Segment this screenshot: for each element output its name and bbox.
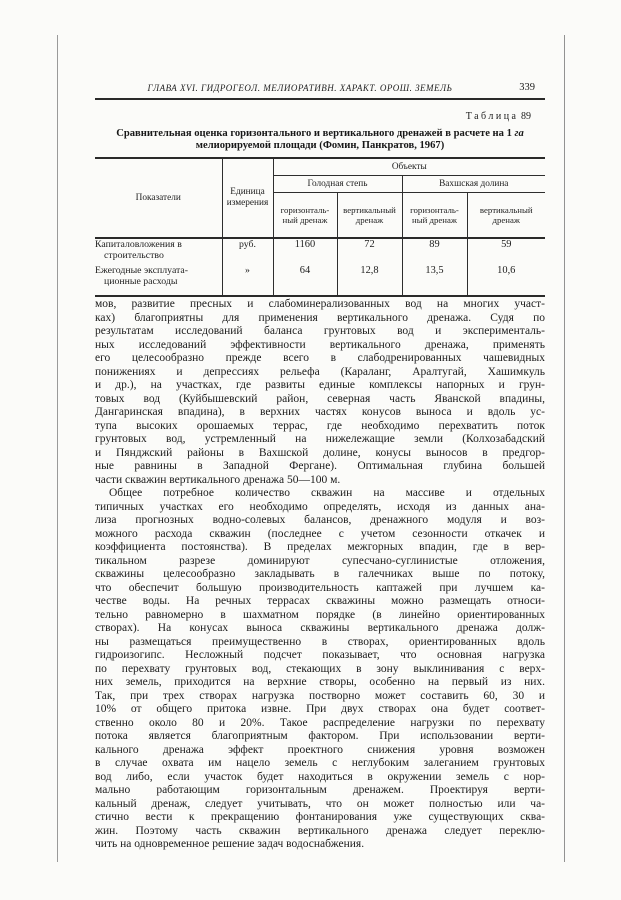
table-title-unit: га (514, 128, 524, 139)
body-line: понижениях и депрессиях рельефа (Караланг, Аралтугай, Хашимкуль (95, 365, 545, 378)
body-line: гидроизогипс. Несложный подсчет показывает, что основная нагрузка (95, 649, 545, 661)
body-line: мов, развитие пресных и слабоминерализованных вод на многих участ- (95, 298, 545, 310)
col-header-horizontal-drain-1: горизонтальный дренаж (273, 193, 337, 239)
table-title-line1: Сравнительная оценка горизонтального и вертикального дренажей в расчете на 1 га (116, 128, 524, 139)
scan-edge-right (564, 35, 565, 862)
body-line: створах). На конусах выноса скважины вертикального дренажа долж- (95, 622, 545, 634)
running-head: ГЛАВА XVI. ГИДРОГЕОЛ. МЕЛИОРАТИВН. ХАРАКТ. ОРОШ. ЗЕМЕЛЬ (147, 83, 453, 93)
value-cell: 59 (467, 238, 545, 265)
value-cell: 64 (273, 265, 337, 296)
body-line: в случае охвата им нацело земель с неглубоким залеганием грунтовых (95, 757, 545, 769)
body-line: лиза прогнозных водно-солевых балансов, дренажного модуля и воз- (95, 514, 545, 526)
body-line: ственно около 80 и 20%. Такое распределение нагрузки по перехвату (95, 716, 545, 729)
body-text (95, 298, 545, 852)
body-line: чить на одновременное решение задач водоснабжения. (95, 838, 365, 850)
body-line: можного расхода скважин (последнее с учетом сезонности откачек и (95, 527, 545, 540)
row-unit: руб. (222, 238, 273, 265)
body-line: типичных участках его необходимо определять, исходя из данных ана- (95, 500, 545, 513)
col-header-objects: Объекты (273, 158, 545, 176)
col-header-golodnaya-steppe: Голодная степь (273, 176, 402, 193)
body-line: его целесообразно прежде всего в слабодренированных чашевидных (95, 352, 545, 364)
col-header-vertical-drain-2: вертикальный дренаж (467, 193, 545, 239)
drainage-comparison-table (95, 157, 545, 297)
value-cell: 89 (402, 238, 467, 265)
table-row-capital-investment (95, 238, 545, 265)
body-line: кальный дренаж, следует учитывать, что он может полностью или ча- (95, 797, 545, 810)
value-cell: 72 (337, 238, 402, 265)
col-header-horizontal-drain-2: горизонтальный дренаж (402, 193, 467, 239)
body-line: и Пянджский районы в Вахшской долине, конусы выносов в предгор- (95, 446, 545, 459)
body-line: ках) благоприятны для применения вертикального дренажа. Судя по (95, 311, 545, 324)
body-line: ных исследований эффективности вертикального дренажа, применять (95, 338, 545, 351)
body-line: части скважин вертикального дренажа 50—100 м. (95, 473, 341, 486)
value-cell: 10,6 (467, 265, 545, 296)
table-caption-number: 89 (521, 111, 531, 122)
table-caption-word: Таблица (465, 111, 519, 122)
body-line: и др.), на участках, где развиты единые комплексы напорных и грун- (95, 379, 545, 391)
page-number: 339 (519, 82, 535, 93)
table-title (95, 128, 545, 152)
body-line: Так, при трех створах нагрузка постворно может составить 60, 30 и (95, 689, 545, 702)
value-cell: 1160 (273, 238, 337, 265)
body-line: потока является благоприятным фактором. При использовании верти- (95, 730, 545, 742)
body-line: Общее потребное количество скважин на массиве и отдельных (109, 487, 545, 499)
col-header-unit: Единица измерения (222, 158, 273, 238)
row-unit: » (222, 265, 273, 296)
value-cell: 12,8 (337, 265, 402, 296)
body-line: честве воды. На речных террасах скважины можно размещать относи- (95, 595, 545, 607)
body-line: товых вод (Куйбышевский район, северная часть Яванской впадины, (95, 392, 545, 405)
scan-edge-left (57, 35, 58, 862)
row-indicator: Ежегодные эксплуата- ционные расходы (95, 265, 189, 287)
body-line: кального дренажа эффект проектного снижения уровня возможен (95, 743, 545, 756)
col-header-vertical-drain-1: вертикальный дренаж (337, 193, 402, 239)
body-line: коэффициента постоянства). В пределах межгорных впадин, где в вер- (95, 541, 545, 553)
row-indicator: Капиталовложения в строительство (95, 239, 182, 261)
body-line: тельно равномерно в шахматном порядке (в линейно ориентированных (95, 608, 545, 621)
col-header-indicators: Показатели (95, 158, 222, 238)
body-line: ные равнины в Западной Фергане). Оптимальная глубина большей (95, 460, 545, 472)
body-line: Дангаринская впадина), в верхних частях конусов выноса и вдоль ус- (95, 406, 545, 418)
body-line: тикальном разрезе доминируют супесчано-суглинистые отложения, (95, 554, 545, 567)
table-caption (466, 111, 531, 122)
table-row-annual-costs (95, 265, 545, 296)
body-line: по перехвату грунтовых вод, стекающих в зону выклинивания с верх- (95, 662, 545, 675)
body-line: них земель, приходится на верхние створы, особенно на первый из них. (95, 676, 545, 688)
body-line: стично вести к прекращению фонтанирования уже существующих сква- (95, 811, 545, 823)
body-line: вод либо, если участок будет находиться в окружении земель с нор- (95, 770, 545, 783)
body-line: 10% от общего притока извне. При двух створах она будет соответ- (95, 703, 545, 715)
body-line: результатам исследований баланса грунтовых вод и эксперименталь- (95, 325, 545, 337)
col-header-vakhsh-valley: Вахшская долина (402, 176, 545, 193)
body-line: грунтовых вод, устремленный на нижележащие земли (Колхозабадский (95, 433, 545, 445)
table-title-line2: мелиорируемой площади (Фомин, Панкратов, 1967) (195, 140, 445, 151)
body-line: жин. Поэтому часть скважин вертикального дренажа следует переклю- (95, 824, 545, 837)
running-head-rule (95, 98, 545, 100)
body-line: мально работающим горизонтальным дренажем. Проектируя верти- (95, 784, 545, 796)
value-cell: 13,5 (402, 265, 467, 296)
body-line: скважины целесообразно закладывать в галечниках выше по потоку, (95, 568, 545, 580)
body-line: ны размещаться преимущественно в створах, ориентированных вдоль (95, 635, 545, 648)
body-line: тупа высоких орошаемых террас, где необходимо перехватить поток (95, 419, 545, 432)
body-line: что обеспечит большую производительность каптажей при лучшем ка- (95, 581, 545, 594)
